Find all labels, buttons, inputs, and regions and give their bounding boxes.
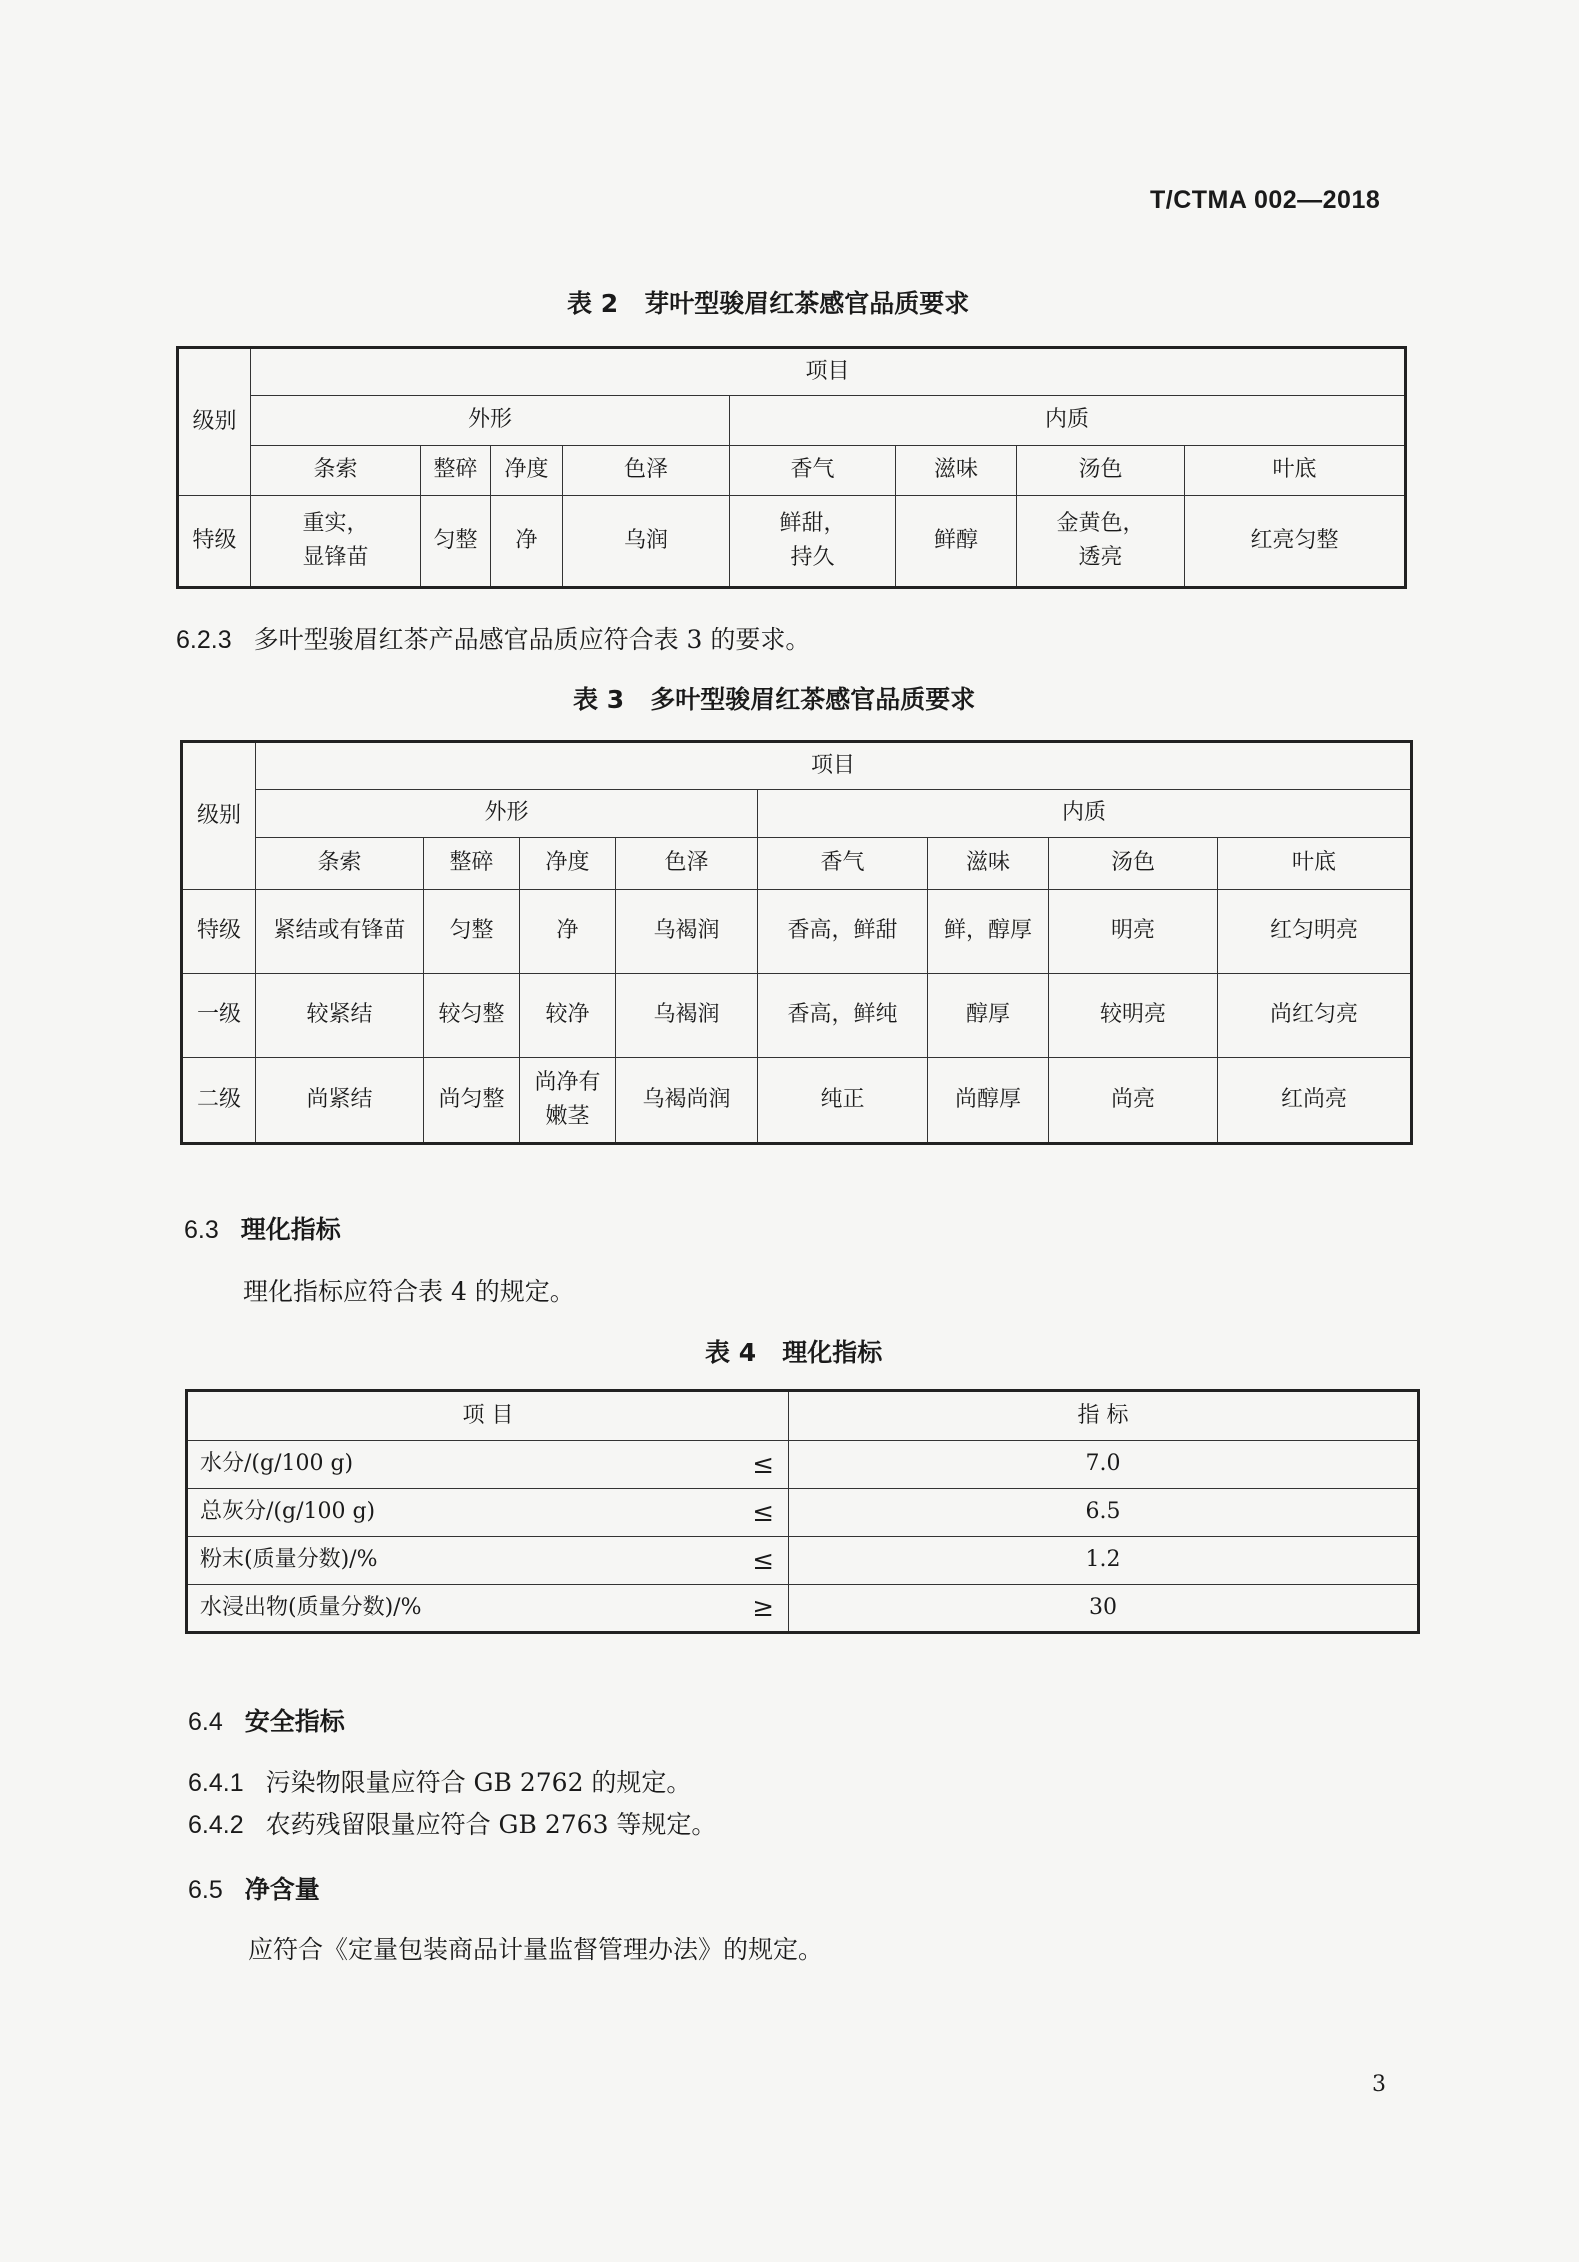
- table3-col-header: 叶底: [1218, 838, 1412, 890]
- table4-value-cell: 30: [789, 1585, 1419, 1633]
- table3-col-header: 滋味: [928, 838, 1049, 890]
- comparison-symbol: ≤: [752, 1545, 774, 1576]
- item-name: 水浸出物(质量分数)/%: [200, 1594, 422, 1620]
- table4-item-cell: [187, 1537, 789, 1585]
- page-number: 3: [1372, 2072, 1386, 2097]
- table3-caption: 表 3 多叶型骏眉红茶感官品质要求: [573, 685, 976, 714]
- table2-col-header: 净度: [491, 446, 563, 496]
- table3-cell: 净: [520, 890, 616, 974]
- table2-cell: 净: [491, 496, 563, 588]
- table2-col-header: 叶底: [1185, 446, 1406, 496]
- table4: [185, 1389, 1420, 1634]
- comparison-symbol: ≤: [752, 1449, 774, 1480]
- clause-6-2-3: [176, 620, 810, 656]
- table-row: [182, 1058, 1412, 1144]
- table2-cell: 匀整: [421, 496, 491, 588]
- table3-cell: 鲜，醇厚: [928, 890, 1049, 974]
- comparison-symbol: ≥: [752, 1592, 774, 1623]
- comparison-symbol: ≤: [752, 1497, 774, 1528]
- clause-number: 6.4.2: [188, 1811, 244, 1839]
- clause-text: 农药残留限量应符合 GB 2763 等规定。: [265, 1810, 717, 1839]
- table2-cell: 红亮匀整: [1185, 496, 1406, 588]
- table3-cell: 尚红匀亮: [1218, 974, 1412, 1058]
- table3-cell: 尚醇厚: [928, 1058, 1049, 1144]
- table-row: [187, 1585, 1419, 1633]
- table2-header-item: 项目: [251, 348, 1406, 396]
- table2-col-header: 条索: [251, 446, 421, 496]
- section-number: 6.5: [188, 1876, 223, 1904]
- table3-cell: 匀整: [424, 890, 520, 974]
- table3-cell: 较匀整: [424, 974, 520, 1058]
- table3-cell: 紧结或有锋苗: [256, 890, 424, 974]
- table-row: [187, 1489, 1419, 1537]
- section-6-5-text: 应符合《定量包装商品计量监督管理办法》的规定。: [248, 1935, 824, 1964]
- table4-caption: 表 4 理化指标: [705, 1338, 883, 1367]
- grade-cell: 二级: [182, 1058, 256, 1144]
- section-title: 理化指标: [240, 1215, 341, 1244]
- standard-code: T/CTMA 002—2018: [1150, 186, 1381, 214]
- clause-text: 污染物限量应符合 GB 2762 的规定。: [265, 1768, 692, 1797]
- table2-col-header: 汤色: [1017, 446, 1185, 496]
- table3-cell: 较紧结: [256, 974, 424, 1058]
- table3-cell: 较明亮: [1049, 974, 1218, 1058]
- clause-6-4-1: [188, 1763, 691, 1799]
- table3-col-header: 汤色: [1049, 838, 1218, 890]
- table3-header-inner: 内质: [758, 790, 1412, 838]
- section-6-3-heading: [184, 1210, 341, 1246]
- table4-value-cell: 1.2: [789, 1537, 1419, 1585]
- table3-cell: 尚净有 嫩茎: [520, 1058, 616, 1144]
- table3-col-header: 香气: [758, 838, 928, 890]
- table2-col-header: 整碎: [421, 446, 491, 496]
- table3-cell: 红匀明亮: [1218, 890, 1412, 974]
- table3-col-header: 整碎: [424, 838, 520, 890]
- table3-header-item: 项目: [256, 742, 1412, 790]
- grade-cell: 特级: [182, 890, 256, 974]
- grade-cell: 特级: [178, 496, 251, 588]
- table3-cell: 乌褐尚润: [616, 1058, 758, 1144]
- table4-item-cell: [187, 1441, 789, 1489]
- item-name: 总灰分/(g/100 g): [200, 1499, 376, 1525]
- section-number: 6.3: [184, 1216, 219, 1244]
- table3-col-header: 净度: [520, 838, 616, 890]
- section-6-4-heading: [188, 1702, 345, 1738]
- table3-cell: 纯正: [758, 1058, 928, 1144]
- section-title: 净含量: [244, 1875, 320, 1904]
- table-row: [182, 974, 1412, 1058]
- table3-cell: 尚亮: [1049, 1058, 1218, 1144]
- clause-number: 6.2.3: [176, 626, 232, 654]
- table-row: [178, 496, 1406, 588]
- table3-cell: 乌褐润: [616, 890, 758, 974]
- clause-text: 多叶型骏眉红茶产品感官品质应符合表 3 的要求。: [253, 625, 811, 654]
- section-title: 安全指标: [244, 1707, 345, 1736]
- table2-cell: 鲜醇: [896, 496, 1017, 588]
- table3-cell: 明亮: [1049, 890, 1218, 974]
- table3-cell: 香高，鲜纯: [758, 974, 928, 1058]
- table2-col-header: 香气: [730, 446, 896, 496]
- table2: [176, 346, 1407, 589]
- section-number: 6.4: [188, 1708, 223, 1736]
- table2-cell: 金黄色， 透亮: [1017, 496, 1185, 588]
- table4-header-value: 指 标: [789, 1391, 1419, 1441]
- table3-header-level: 级别: [182, 742, 256, 890]
- table4-item-cell: [187, 1489, 789, 1537]
- table-row: [187, 1537, 1419, 1585]
- table3-cell: 醇厚: [928, 974, 1049, 1058]
- table2-header-level: 级别: [178, 348, 251, 496]
- clause-number: 6.4.1: [188, 1769, 244, 1797]
- table-row: [182, 890, 1412, 974]
- table2-cell: 乌润: [563, 496, 730, 588]
- table3-cell: 香高，鲜甜: [758, 890, 928, 974]
- table2-cell: 重实， 显锋苗: [251, 496, 421, 588]
- table3-col-header: 色泽: [616, 838, 758, 890]
- table4-value-cell: 7.0: [789, 1441, 1419, 1489]
- table-row: [187, 1441, 1419, 1489]
- table2-caption: 表 2 芽叶型骏眉红茶感官品质要求: [567, 289, 970, 318]
- table3-header-shape: 外形: [256, 790, 758, 838]
- table2-cell: 鲜甜， 持久: [730, 496, 896, 588]
- table2-header-inner: 内质: [730, 396, 1406, 446]
- table3: [180, 740, 1413, 1145]
- table3-cell: 较净: [520, 974, 616, 1058]
- clause-6-4-2: [188, 1805, 716, 1841]
- section-6-3-text: 理化指标应符合表 4 的规定。: [243, 1277, 575, 1306]
- table4-header-item: 项 目: [187, 1391, 789, 1441]
- item-name: 水分/(g/100 g): [200, 1451, 354, 1477]
- table3-cell: 乌褐润: [616, 974, 758, 1058]
- table3-col-header: 条索: [256, 838, 424, 890]
- table2-col-header: 滋味: [896, 446, 1017, 496]
- item-name: 粉末(质量分数)/%: [200, 1547, 378, 1573]
- table2-header-shape: 外形: [251, 396, 730, 446]
- table4-value-cell: 6.5: [789, 1489, 1419, 1537]
- grade-cell: 一级: [182, 974, 256, 1058]
- table4-item-cell: [187, 1585, 789, 1633]
- table3-cell: 尚紧结: [256, 1058, 424, 1144]
- table3-cell: 尚匀整: [424, 1058, 520, 1144]
- section-6-5-heading: [188, 1870, 320, 1906]
- table2-col-header: 色泽: [563, 446, 730, 496]
- table3-cell: 红尚亮: [1218, 1058, 1412, 1144]
